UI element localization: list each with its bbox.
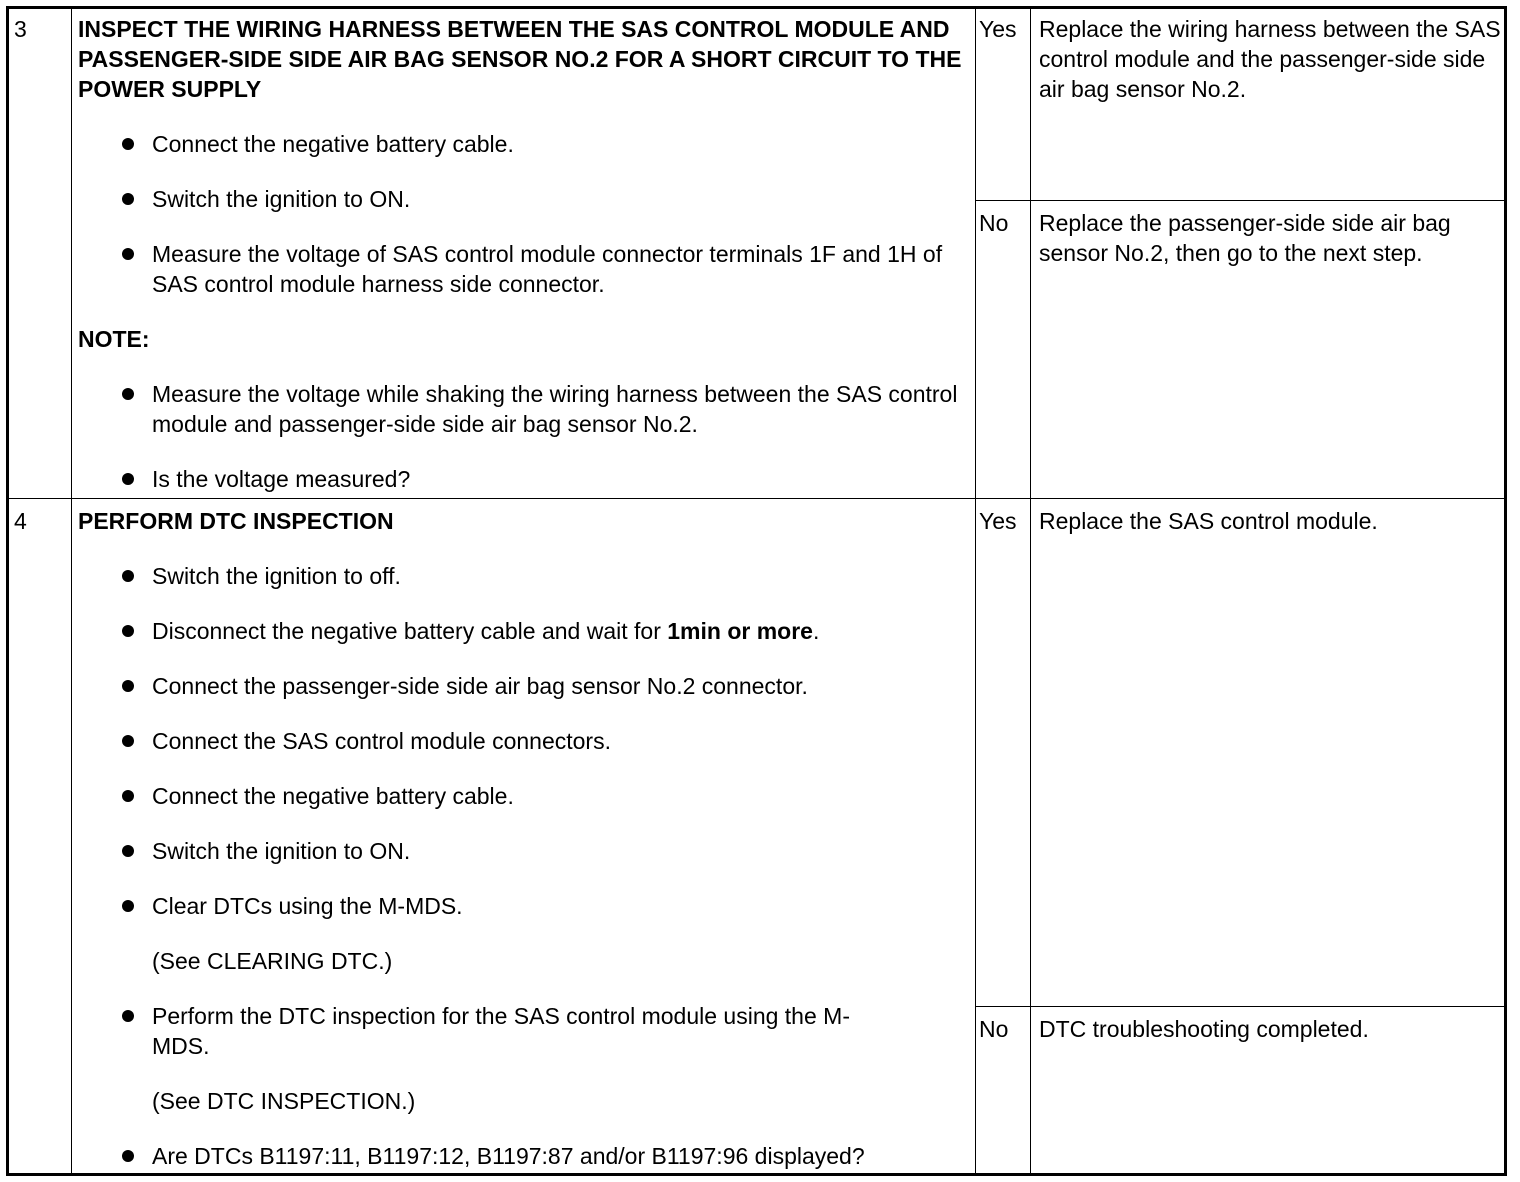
list-item: Switch the ignition to ON. <box>78 184 970 214</box>
yes-label: Yes <box>979 508 1017 534</box>
list-item: Is the voltage measured? <box>78 464 970 494</box>
no-label: No <box>979 1016 1009 1042</box>
column-divider <box>1030 9 1031 1173</box>
reference-dtc-inspection: (See DTC INSPECTION.) <box>152 1088 416 1114</box>
bullet-icon <box>122 193 134 205</box>
bullet-icon <box>122 1010 134 1022</box>
troubleshooting-table <box>6 6 1507 1176</box>
step-4-content <box>78 506 970 1171</box>
bullet-icon <box>122 388 134 400</box>
list-item: Are DTCs B1197:11, B1197:12, B1197:87 and/or B1197:96 displayed? <box>78 1141 970 1171</box>
column-divider <box>975 9 976 1173</box>
bullet-icon <box>122 900 134 912</box>
list-item: Connect the negative battery cable. <box>78 129 970 159</box>
step-3-content <box>78 14 970 494</box>
list-item: Switch the ignition to off. <box>78 561 970 591</box>
wait-duration: 1min or more <box>667 618 813 644</box>
step-title: PERFORM DTC INSPECTION <box>78 508 394 534</box>
list-item: Disconnect the negative battery cable and wait for 1min or more. <box>78 616 970 646</box>
list-item: Connect the SAS control module connectors. <box>78 726 970 756</box>
list-item: Clear DTCs using the M-MDS. <box>78 891 970 921</box>
list-item: Connect the negative battery cable. <box>78 781 970 811</box>
bullet-icon <box>122 625 134 637</box>
list-item: Perform the DTC inspection for the SAS control module using the M-MDS. <box>78 1001 970 1061</box>
bullet-icon <box>122 1150 134 1162</box>
no-action: DTC troubleshooting completed. <box>1039 1016 1369 1042</box>
bullet-icon <box>122 138 134 150</box>
list-item: Measure the voltage of SAS control module connector terminals 1F and 1H of SAS control module harness side connector. <box>78 239 970 299</box>
no-label: No <box>979 210 1009 236</box>
bullet-icon <box>122 473 134 485</box>
yes-label: Yes <box>979 16 1017 42</box>
step-title: INSPECT THE WIRING HARNESS BETWEEN THE SAS CONTROL MODULE AND PASSENGER-SIDE SIDE AIR BAG SENSOR NO.2 FOR A SHORT CIRCUIT TO THE POWER SUPPLY <box>78 16 962 102</box>
list-item: Switch the ignition to ON. <box>78 836 970 866</box>
row-divider <box>9 498 1504 499</box>
yes-action: Replace the SAS control module. <box>1039 508 1378 534</box>
bullet-icon <box>122 570 134 582</box>
yes-no-divider <box>975 1006 1504 1007</box>
bullet-icon <box>122 735 134 747</box>
column-divider <box>71 9 72 1173</box>
note-label: NOTE: <box>78 326 150 352</box>
bullet-icon <box>122 845 134 857</box>
no-action: Replace the passenger-side side air bag sensor No.2, then go to the next step. <box>1039 210 1451 266</box>
reference-clearing-dtc: (See CLEARING DTC.) <box>152 948 393 974</box>
list-item: Connect the passenger-side side air bag sensor No.2 connector. <box>78 671 970 701</box>
bullet-icon <box>122 680 134 692</box>
list-item: Measure the voltage while shaking the wiring harness between the SAS control module and passenger-side side air bag sensor No.2. <box>78 379 970 439</box>
yes-no-divider <box>975 200 1504 201</box>
bullet-icon <box>122 248 134 260</box>
step-number: 4 <box>14 508 27 534</box>
step-number: 3 <box>14 16 27 42</box>
yes-action: Replace the wiring harness between the SAS control module and the passenger-side side air bag sensor No.2. <box>1039 16 1501 102</box>
bullet-icon <box>122 790 134 802</box>
